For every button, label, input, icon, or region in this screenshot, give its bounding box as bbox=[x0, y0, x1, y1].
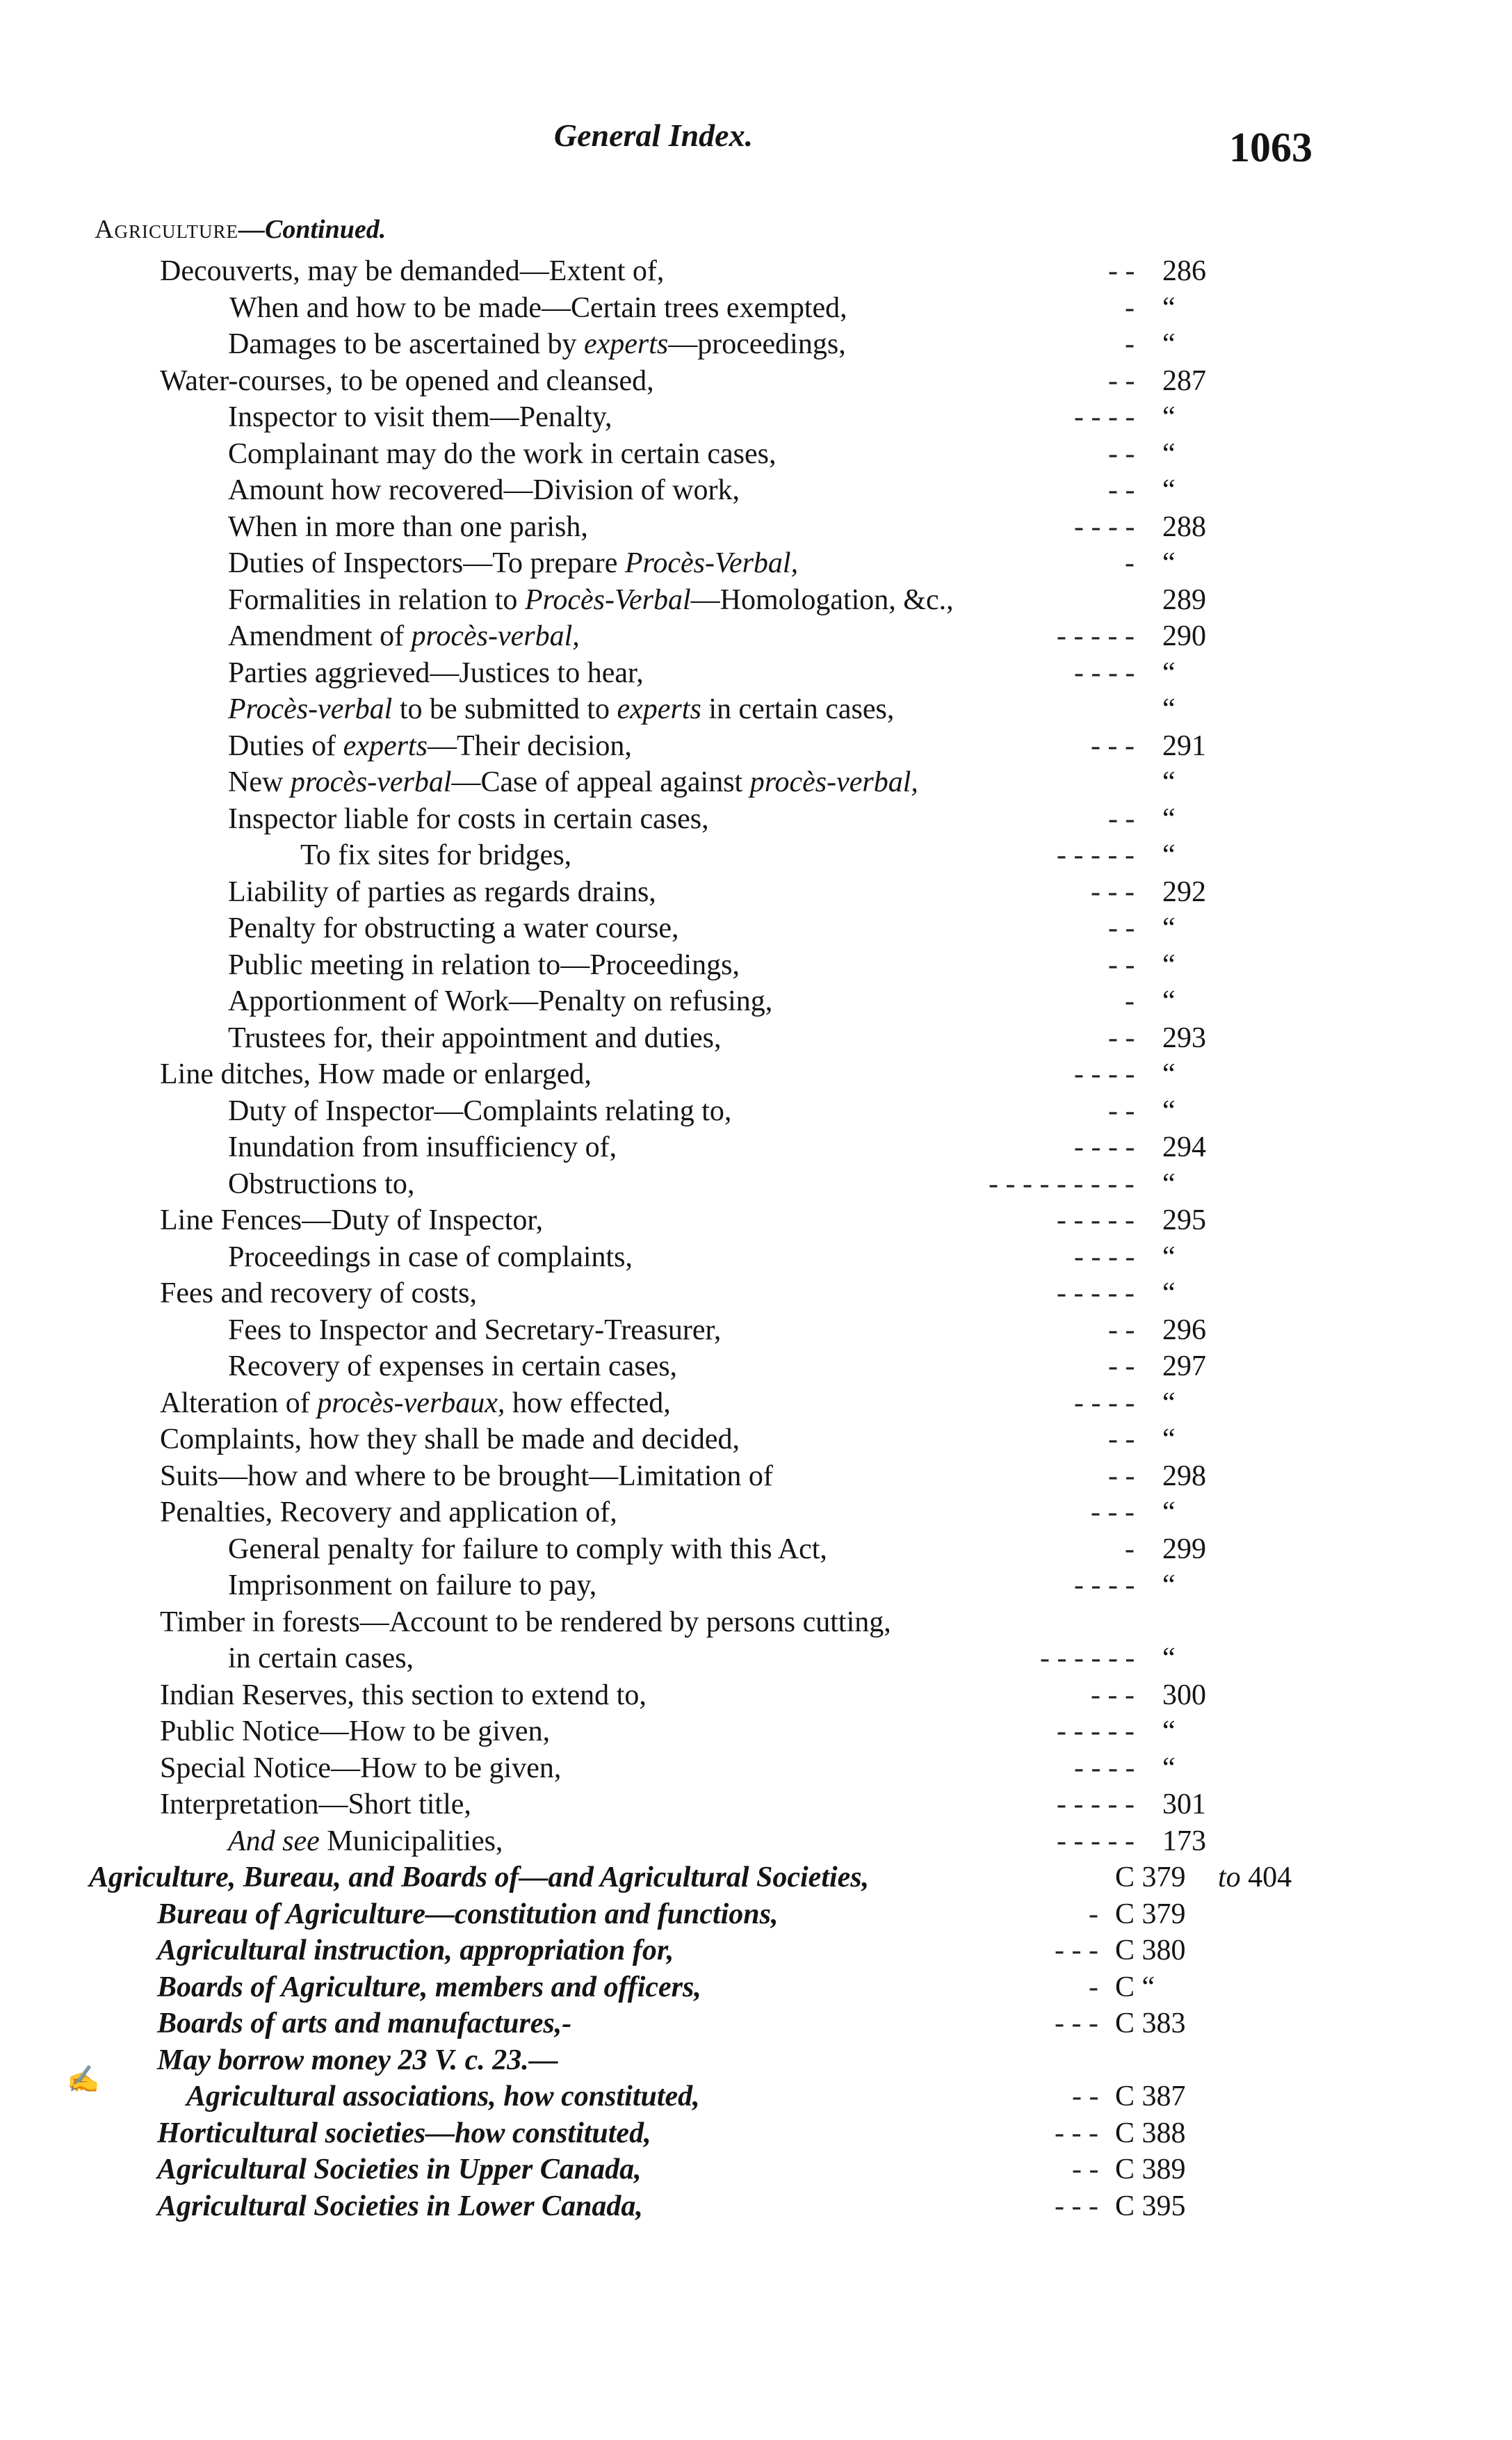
page-reference: “ bbox=[1162, 1277, 1176, 1309]
leader-dashes: - - - - - - bbox=[1040, 1642, 1135, 1674]
entry-text bbox=[228, 326, 846, 363]
entry-text-italic: Procès-Verbal bbox=[524, 583, 691, 616]
index-entry bbox=[0, 2188, 1512, 2225]
entry-text: Inundation from insufficiency of, bbox=[228, 1131, 617, 1163]
page-reference: 173 bbox=[1162, 1825, 1206, 1857]
leader-dashes: - - - bbox=[1091, 1679, 1135, 1711]
entry-text: Imprisonment on failure to pay, bbox=[228, 1569, 597, 1601]
index-entry bbox=[0, 618, 1512, 655]
entry-text-part: Damages to be ascertained by bbox=[228, 328, 584, 360]
entry-text-part: —Homologation, &c., bbox=[690, 583, 954, 616]
page-reference: 295 bbox=[1162, 1204, 1206, 1236]
page-reference: “ bbox=[1162, 1241, 1176, 1273]
index-entry bbox=[0, 472, 1512, 509]
entry-text-part: Formalities in relation to bbox=[228, 583, 525, 616]
page-reference: “ bbox=[1162, 766, 1176, 798]
page-reference: “ bbox=[1162, 1642, 1176, 1674]
entry-text bbox=[228, 728, 632, 765]
index-entry bbox=[0, 2042, 1512, 2079]
leader-dashes: - - - - bbox=[1074, 1387, 1135, 1419]
entry-text bbox=[228, 1823, 503, 1860]
section-continued: —Continued. bbox=[238, 215, 387, 244]
page-reference: C 380 bbox=[1115, 1934, 1186, 1966]
index-entry bbox=[0, 801, 1512, 838]
index-entry bbox=[0, 1604, 1512, 1641]
page-reference: “ bbox=[1162, 693, 1176, 725]
entry-text: Complainant may do the work in certain cases, bbox=[228, 437, 777, 470]
index-entry bbox=[0, 1020, 1512, 1057]
index-entry-heading bbox=[0, 1859, 1512, 1896]
entry-text: Inspector liable for costs in certain cases, bbox=[228, 802, 709, 835]
entry-text-part: Amendment of bbox=[228, 620, 412, 652]
entry-text: Agricultural Societies in Lower Canada, bbox=[157, 2190, 643, 2222]
leader-dashes: - - bbox=[1108, 255, 1135, 287]
leader-dashes: - - - - bbox=[1074, 1058, 1135, 1090]
index-entry bbox=[0, 764, 1512, 801]
entry-text-italic: Procès-verbal bbox=[228, 693, 393, 725]
entry-text-part: to be submitted to bbox=[392, 693, 617, 725]
leader-dashes: - - bbox=[1108, 437, 1135, 470]
page-reference: “ bbox=[1162, 1752, 1176, 1784]
index-entry bbox=[0, 326, 1512, 363]
entry-text: Fees and recovery of costs, bbox=[160, 1277, 478, 1309]
leader-dashes: - - - - bbox=[1074, 1569, 1135, 1601]
page-reference: C 379 bbox=[1115, 1861, 1186, 1893]
entry-text: Boards of arts and manufactures,- bbox=[157, 2007, 572, 2039]
entry-text: Boards of Agriculture, members and officers, bbox=[157, 1971, 701, 2003]
index-entry bbox=[0, 1129, 1512, 1166]
leader-dashes: - - - - bbox=[1074, 1752, 1135, 1784]
index-entry bbox=[0, 1312, 1512, 1349]
entry-text: Parties aggrieved—Justices to hear, bbox=[228, 656, 644, 689]
leader-dashes: - bbox=[1125, 985, 1135, 1017]
index-entry bbox=[0, 655, 1512, 692]
entry-text: When in more than one parish, bbox=[228, 510, 588, 543]
entry-text-italic: procès-verbal bbox=[290, 766, 452, 798]
entry-text: Public Notice—How to be given, bbox=[160, 1715, 551, 1747]
page-number: 1063 bbox=[1229, 124, 1312, 170]
index-entry bbox=[0, 1750, 1512, 1787]
page-header-title: General Index. bbox=[553, 118, 754, 153]
page-reference: “ bbox=[1162, 1094, 1176, 1127]
index-entry bbox=[0, 1275, 1512, 1312]
leader-dashes: - - - - - bbox=[1057, 1277, 1135, 1309]
index-entry bbox=[0, 363, 1512, 400]
entry-text: Trustees for, their appointment and duties, bbox=[228, 1021, 722, 1054]
leader-dashes: - - - - bbox=[1074, 510, 1135, 543]
page-reference: 291 bbox=[1162, 729, 1206, 762]
entry-text bbox=[228, 764, 918, 801]
index-entry bbox=[0, 910, 1512, 947]
leader-dashes: - - bbox=[1108, 364, 1135, 397]
entry-text: Public meeting in relation to—Proceedings, bbox=[228, 948, 740, 981]
page-reference: “ bbox=[1162, 1423, 1176, 1455]
leader-dashes: - - - - - bbox=[1057, 1788, 1135, 1820]
entry-text: Bureau of Agriculture—constitution and functions, bbox=[157, 1898, 779, 1930]
entry-heading-text: Agriculture, Bureau, and Boards of—and Agricultural Societies, bbox=[89, 1861, 870, 1893]
page-reference: 290 bbox=[1162, 620, 1206, 652]
entry-text: Obstructions to, bbox=[228, 1168, 415, 1200]
page-reference: 293 bbox=[1162, 1021, 1206, 1054]
index-entry bbox=[0, 691, 1512, 728]
leader-dashes: - - - bbox=[1091, 729, 1135, 762]
entry-text-part: —proceedings, bbox=[668, 328, 846, 360]
index-entry bbox=[0, 983, 1512, 1020]
leader-dashes: - - bbox=[1108, 1350, 1135, 1382]
entry-text: Decouverts, may be demanded—Extent of, bbox=[160, 255, 665, 287]
index-entry bbox=[0, 436, 1512, 473]
entry-text: Agricultural instruction, appropriation for, bbox=[157, 1934, 674, 1966]
leader-dashes: - - - - - bbox=[1057, 620, 1135, 652]
leader-dashes: - - - - bbox=[1074, 401, 1135, 433]
index-entry bbox=[0, 1677, 1512, 1714]
entry-text bbox=[160, 1385, 671, 1422]
entry-text: Amount how recovered—Division of work, bbox=[228, 474, 740, 506]
index-entry bbox=[0, 1348, 1512, 1385]
page-reference: “ bbox=[1162, 291, 1176, 324]
leader-dashes: - bbox=[1089, 1898, 1098, 1930]
page-reference: “ bbox=[1162, 1496, 1176, 1528]
page-reference: “ bbox=[1162, 912, 1176, 944]
entry-text-part: Duties of bbox=[228, 729, 343, 762]
leader-dashes: - - bbox=[1108, 912, 1135, 944]
entry-text: Line Fences—Duty of Inspector, bbox=[160, 1204, 544, 1236]
entry-text: Indian Reserves, this section to extend to, bbox=[160, 1679, 647, 1711]
leader-dashes: - - - bbox=[1055, 2117, 1098, 2149]
page-reference: “ bbox=[1162, 1168, 1176, 1200]
page-reference: 287 bbox=[1162, 364, 1206, 397]
entry-text: General penalty for failure to comply with this Act, bbox=[228, 1533, 827, 1565]
leader-dashes: - - - - bbox=[1074, 1131, 1135, 1163]
entry-text: May borrow money 23 V. c. 23.— bbox=[157, 2044, 558, 2076]
entry-text: Duty of Inspector—Complaints relating to, bbox=[228, 1094, 732, 1127]
index-entry bbox=[0, 1640, 1512, 1677]
entry-text: Suits—how and where to be brought—Limitation of bbox=[160, 1460, 773, 1492]
leader-dashes: - - - bbox=[1091, 875, 1135, 908]
index-entry bbox=[0, 582, 1512, 619]
leader-dashes: - - - - - bbox=[1057, 1825, 1135, 1857]
index-entry bbox=[0, 1531, 1512, 1568]
entry-text-italic: experts bbox=[343, 729, 428, 762]
leader-dashes: - - bbox=[1108, 474, 1135, 506]
page-reference: C “ bbox=[1115, 1971, 1155, 2003]
entry-text: Agricultural Societies in Upper Canada, bbox=[157, 2154, 642, 2186]
index-entry bbox=[0, 947, 1512, 984]
leader-dashes: - - bbox=[1108, 1314, 1135, 1346]
index-entry bbox=[0, 545, 1512, 582]
entry-text: Agricultural associations, how constituted, bbox=[186, 2081, 700, 2112]
page-reference: “ bbox=[1162, 985, 1176, 1017]
index-entry bbox=[0, 1932, 1512, 1969]
leader-dashes: - bbox=[1125, 328, 1135, 360]
page-reference: 289 bbox=[1162, 583, 1206, 616]
page-reference: “ bbox=[1162, 1569, 1176, 1601]
page-reference: 299 bbox=[1162, 1533, 1206, 1565]
index-entry bbox=[0, 1969, 1512, 2006]
page-reference: “ bbox=[1162, 328, 1176, 360]
page-reference: “ bbox=[1162, 802, 1176, 835]
page-reference: 301 bbox=[1162, 1788, 1206, 1820]
entry-text: Fees to Inspector and Secretary-Treasurer, bbox=[228, 1314, 722, 1346]
index-entry bbox=[0, 1458, 1512, 1495]
page-reference: “ bbox=[1162, 656, 1176, 689]
entry-text bbox=[228, 618, 580, 655]
index-entry bbox=[0, 399, 1512, 436]
index-entry bbox=[0, 2078, 1512, 2115]
entry-text-part: Alteration of bbox=[160, 1387, 318, 1419]
leader-dashes: - - bbox=[1108, 1094, 1135, 1127]
entry-text: To fix sites for bridges, bbox=[300, 839, 572, 871]
page-reference: “ bbox=[1162, 401, 1176, 433]
index-entry bbox=[0, 1713, 1512, 1750]
section-name: Agriculture bbox=[95, 215, 238, 244]
index-entry bbox=[0, 2151, 1512, 2188]
entry-text bbox=[228, 545, 798, 582]
leader-dashes: - - - - - bbox=[1057, 1715, 1135, 1747]
index-entry bbox=[0, 1823, 1512, 1860]
page-reference: “ bbox=[1162, 839, 1176, 871]
entry-text: Recovery of expenses in certain cases, bbox=[228, 1350, 678, 1382]
entry-text: Inspector to visit them—Penalty, bbox=[228, 401, 612, 433]
page-reference: C 379 bbox=[1115, 1898, 1186, 1930]
entry-text: Special Notice—How to be given, bbox=[160, 1752, 562, 1784]
index-entry bbox=[0, 290, 1512, 327]
page-reference: “ bbox=[1162, 474, 1176, 506]
page-reference: 286 bbox=[1162, 255, 1206, 287]
page-reference: 288 bbox=[1162, 510, 1206, 543]
entry-text: Liability of parties as regards drains, bbox=[228, 875, 656, 908]
leader-dashes: - - - - - - - - - bbox=[989, 1168, 1135, 1200]
page-reference: 292 bbox=[1162, 875, 1206, 908]
leader-dashes: - - bbox=[1108, 1460, 1135, 1492]
leader-dashes: - - - bbox=[1055, 1934, 1098, 1966]
entry-text-part: Municipalities, bbox=[319, 1825, 503, 1857]
margin-mark: ✍ bbox=[67, 2064, 100, 2094]
leader-dashes: - - - bbox=[1055, 2007, 1098, 2039]
index-entry bbox=[0, 1093, 1512, 1130]
entry-text: Horticultural societies—how constituted, bbox=[157, 2117, 651, 2149]
page-reference: 298 bbox=[1162, 1460, 1206, 1492]
entry-text: Penalty for obstructing a water course, bbox=[228, 912, 679, 944]
leader-dashes: - bbox=[1089, 1971, 1098, 2003]
index-entry bbox=[0, 2005, 1512, 2042]
entry-text: Complaints, how they shall be made and decided, bbox=[160, 1423, 740, 1455]
entry-text-italic: procès-verbaux, bbox=[317, 1387, 505, 1419]
index-entries bbox=[0, 253, 1512, 2224]
leader-dashes: - - - - - bbox=[1057, 1204, 1135, 1236]
entry-text-part: in certain cases, bbox=[701, 693, 895, 725]
leader-dashes: - - bbox=[1108, 1021, 1135, 1054]
entry-text-part: —Their decision, bbox=[427, 729, 632, 762]
page-reference: “ bbox=[1162, 1058, 1176, 1090]
index-entry bbox=[0, 1421, 1512, 1458]
page-reference: 297 bbox=[1162, 1350, 1206, 1382]
index-entry bbox=[0, 1786, 1512, 1823]
index-entry bbox=[0, 1056, 1512, 1093]
leader-dashes: - - - - bbox=[1074, 656, 1135, 689]
entry-text: in certain cases, bbox=[228, 1642, 414, 1674]
leader-dashes: - bbox=[1125, 1533, 1135, 1565]
index-entry bbox=[0, 2115, 1512, 2152]
entry-text: Water-courses, to be opened and cleansed, bbox=[160, 364, 654, 397]
range-to: to bbox=[1218, 1861, 1249, 1893]
page-reference: C 387 bbox=[1115, 2081, 1186, 2112]
entry-text: Line ditches, How made or enlarged, bbox=[160, 1058, 592, 1090]
index-entry bbox=[0, 253, 1512, 290]
page-reference: “ bbox=[1162, 948, 1176, 981]
page-reference: “ bbox=[1162, 547, 1176, 579]
entry-text-italic: procès-verbal, bbox=[749, 766, 918, 798]
entry-text bbox=[228, 582, 954, 619]
entry-text-italic: And see bbox=[228, 1825, 320, 1857]
page-reference: “ bbox=[1162, 437, 1176, 470]
range-end: 404 bbox=[1248, 1861, 1292, 1893]
leader-dashes: - bbox=[1125, 291, 1135, 324]
entry-text-italic: procès-verbal, bbox=[411, 620, 580, 652]
index-entry bbox=[0, 1239, 1512, 1276]
section-heading bbox=[95, 214, 386, 245]
page-reference: C 395 bbox=[1115, 2190, 1186, 2222]
page-reference: “ bbox=[1162, 1387, 1176, 1419]
leader-dashes: - - - - bbox=[1074, 1241, 1135, 1273]
entry-text-italic: experts bbox=[617, 693, 701, 725]
page-reference: “ bbox=[1162, 1715, 1176, 1747]
leader-dashes: - - - bbox=[1091, 1496, 1135, 1528]
entry-text-italic: experts bbox=[583, 328, 669, 360]
index-entry bbox=[0, 509, 1512, 546]
entry-text: Proceedings in case of complaints, bbox=[228, 1241, 633, 1273]
index-entry bbox=[0, 1166, 1512, 1203]
index-entry bbox=[0, 1567, 1512, 1604]
leader-dashes: - - bbox=[1072, 2154, 1099, 2186]
page-reference: 294 bbox=[1162, 1131, 1206, 1163]
index-entry bbox=[0, 1202, 1512, 1239]
leader-dashes: - - bbox=[1108, 948, 1135, 981]
entry-text-part: New bbox=[228, 766, 291, 798]
entry-text-part: —Case of appeal against bbox=[451, 766, 750, 798]
page-reference: 300 bbox=[1162, 1679, 1206, 1711]
entry-text-part: Duties of Inspectors—To prepare bbox=[228, 547, 625, 579]
entry-text: Timber in forests—Account to be rendered by persons cutting, bbox=[160, 1606, 891, 1638]
leader-dashes: - - bbox=[1108, 802, 1135, 835]
leader-dashes: - bbox=[1125, 547, 1135, 579]
index-entry bbox=[0, 1385, 1512, 1422]
index-entry bbox=[0, 1896, 1512, 1933]
entry-text: Interpretation—Short title, bbox=[160, 1788, 471, 1820]
index-entry bbox=[0, 728, 1512, 765]
leader-dashes: - - bbox=[1072, 2081, 1099, 2112]
page-reference: C 389 bbox=[1115, 2154, 1186, 2186]
entry-text: When and how to be made—Certain trees exempted, bbox=[229, 291, 847, 324]
page-range bbox=[1218, 1859, 1292, 1896]
index-entry bbox=[0, 874, 1512, 911]
page-reference: 296 bbox=[1162, 1314, 1206, 1346]
entry-text: Apportionment of Work—Penalty on refusing, bbox=[228, 985, 773, 1017]
page-reference: C 383 bbox=[1115, 2007, 1186, 2039]
index-entry bbox=[0, 837, 1512, 874]
leader-dashes: - - - - - bbox=[1057, 839, 1135, 871]
entry-text-part: how effected, bbox=[505, 1387, 671, 1419]
index-entry bbox=[0, 1494, 1512, 1531]
entry-text-italic: Procès-Verbal, bbox=[624, 547, 799, 579]
leader-dashes: - - - bbox=[1055, 2190, 1098, 2222]
page-reference: C 388 bbox=[1115, 2117, 1186, 2149]
entry-text: Penalties, Recovery and application of, bbox=[160, 1496, 617, 1528]
leader-dashes: - - bbox=[1108, 1423, 1135, 1455]
entry-text bbox=[228, 691, 894, 728]
